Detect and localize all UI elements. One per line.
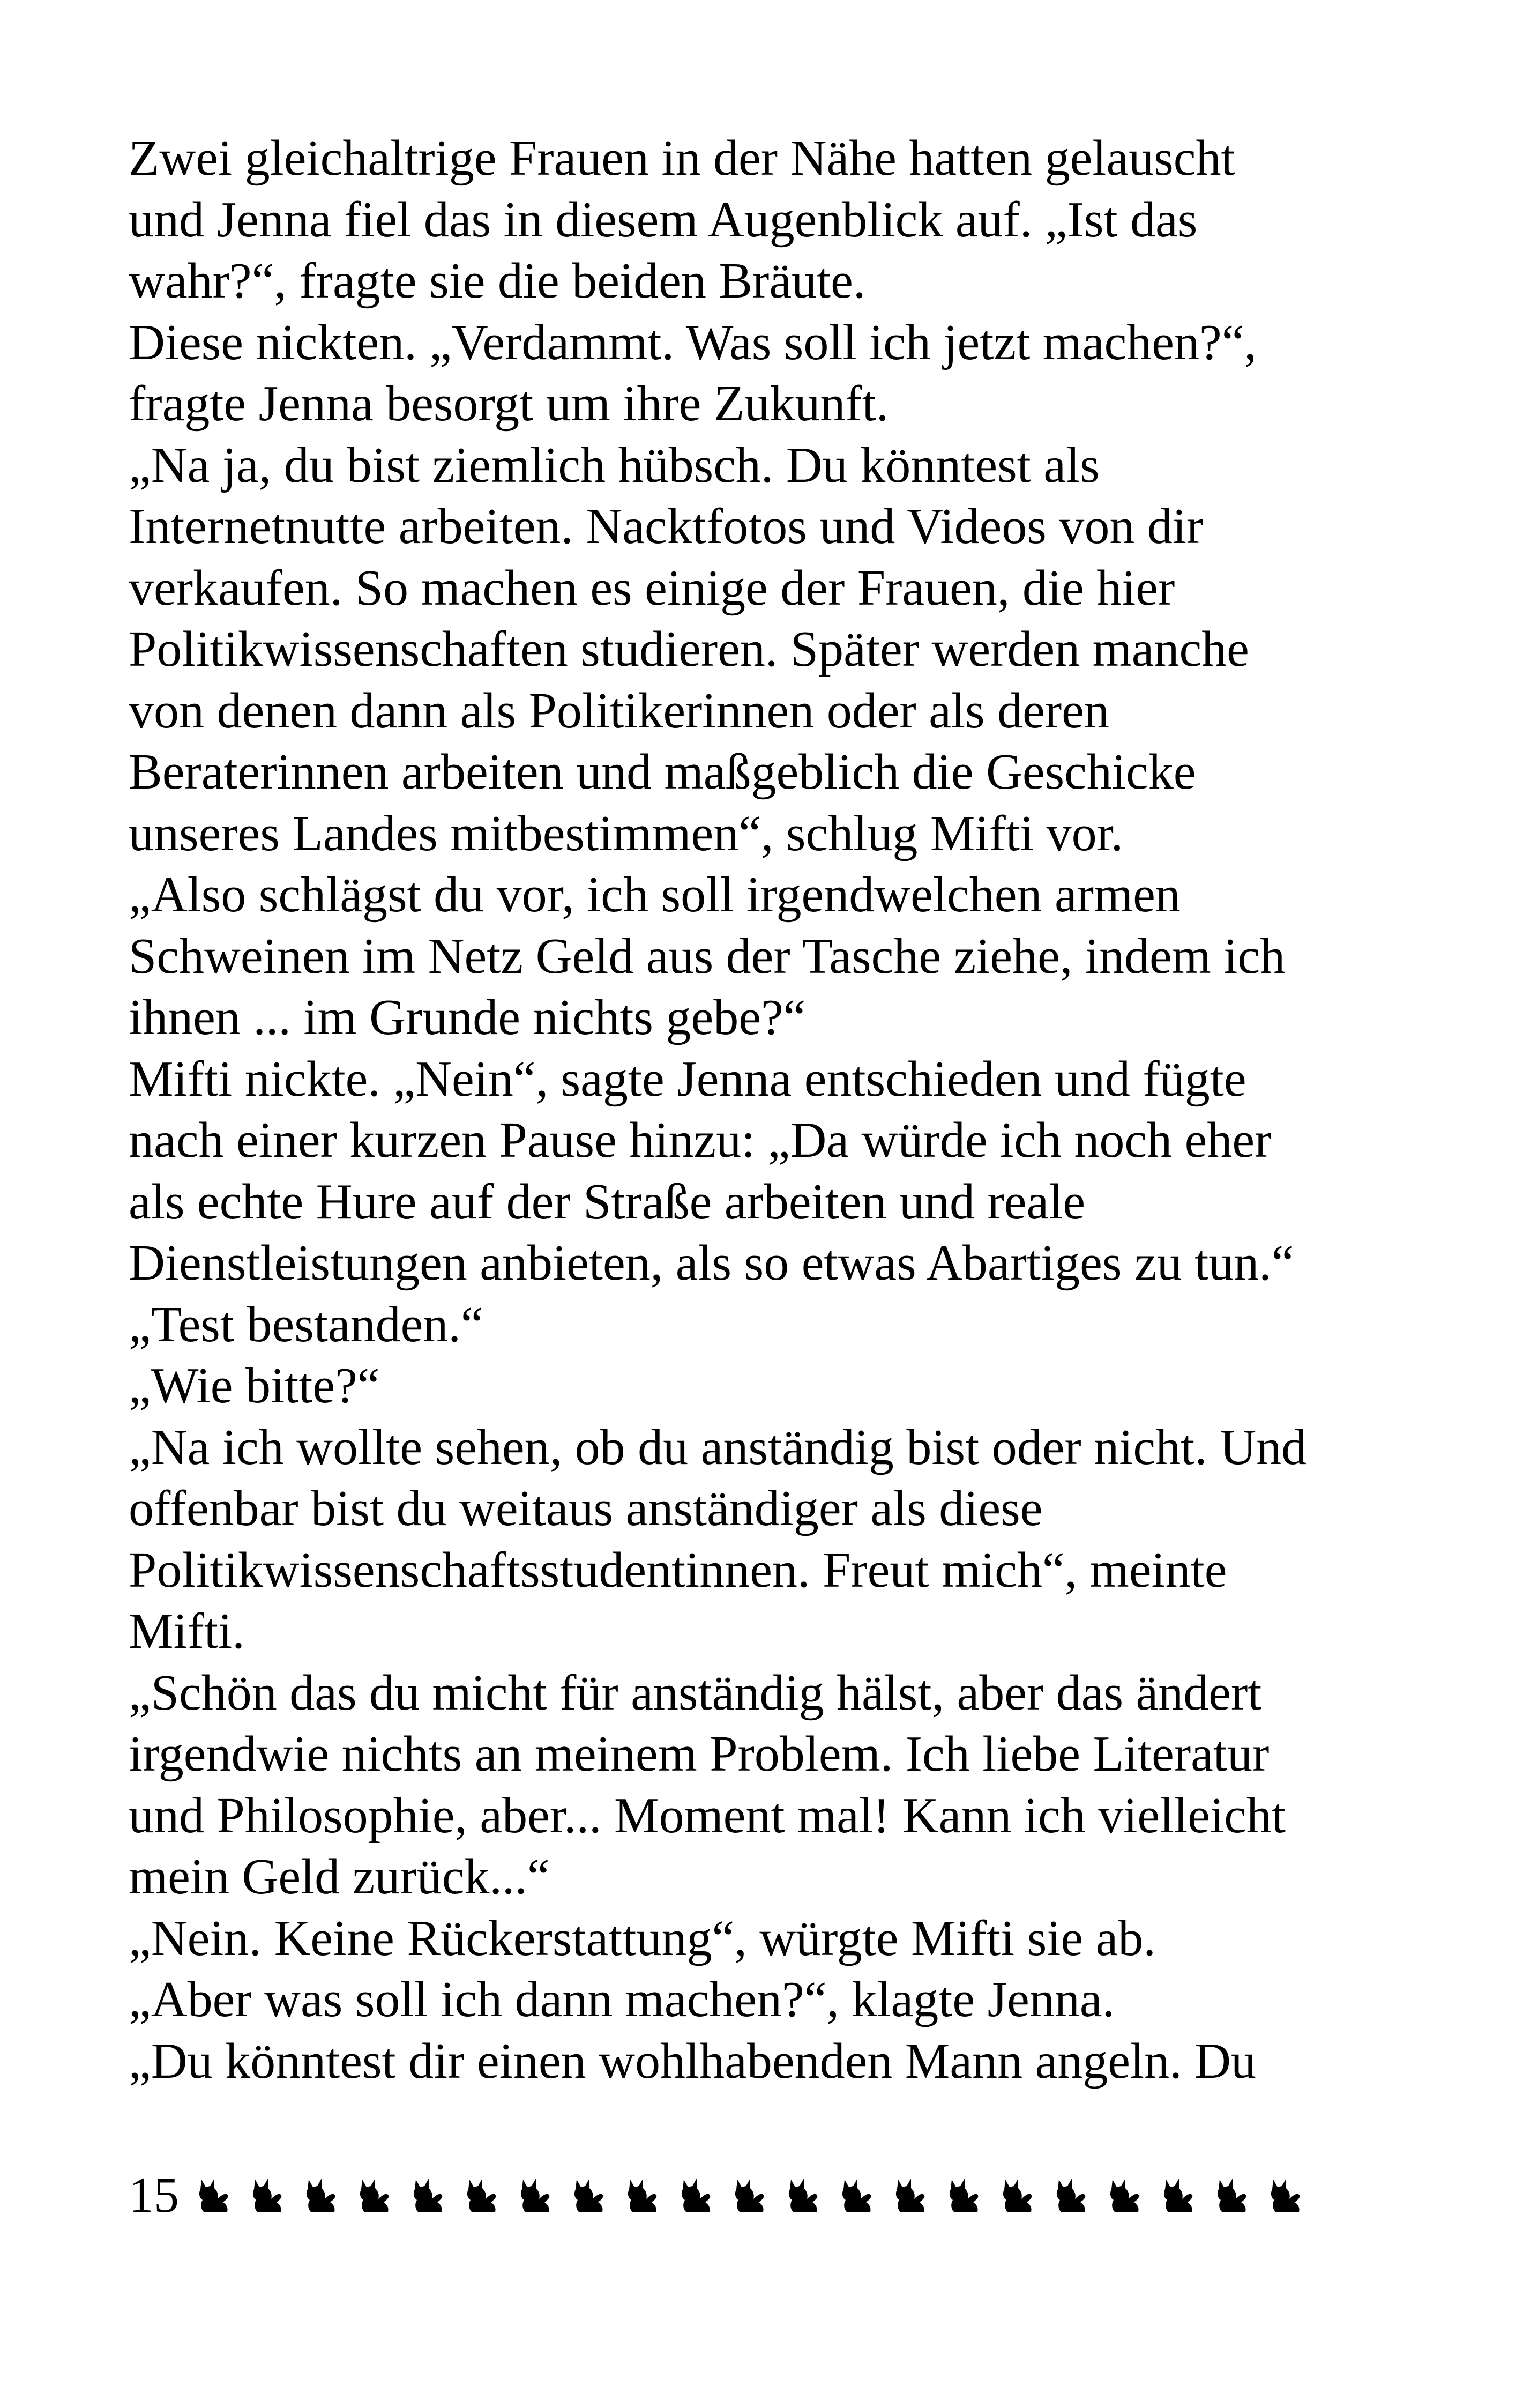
cat-icon: [625, 2176, 660, 2214]
text-line: „Test bestanden.“: [129, 1296, 483, 1352]
cat-icon: [678, 2176, 714, 2214]
cat-icon: [946, 2176, 982, 2214]
cat-icon: [839, 2176, 875, 2214]
text-line: mein Geld zurück...“: [129, 1849, 550, 1905]
body-text: [129, 128, 1404, 2092]
text-line: Dienstleistungen anbieten, als so etwas Abartiges zu tun.“: [129, 1235, 1294, 1291]
page-number: 15: [129, 2167, 179, 2223]
cat-icon: [464, 2176, 499, 2214]
text-line: Politikwissenschaftsstudentinnen. Freut mich“, meinte: [129, 1542, 1227, 1598]
text-line: ihnen ... im Grunde nichts gebe?“: [129, 990, 806, 1045]
cat-icon: [1214, 2176, 1250, 2214]
text-line: als echte Hure auf der Straße arbeiten und reale: [129, 1173, 1086, 1230]
cat-icon: [303, 2176, 339, 2214]
text-line: Mifti nickte. „Nein“, sagte Jenna entschieden und fügte: [129, 1051, 1246, 1107]
cat-icon: [357, 2176, 392, 2214]
page-footer: [129, 2160, 1322, 2230]
text-line: verkaufen. So machen es einige der Frauen, die hier: [129, 560, 1175, 616]
cat-icon: [893, 2176, 928, 2214]
text-line: wahr?“, fragte sie die beiden Bräute.: [129, 253, 866, 309]
text-line: offenbar bist du weitaus anständiger als diese: [129, 1481, 1043, 1536]
text-line: „Wie bitte?“: [129, 1358, 380, 1414]
cat-icon: [1054, 2176, 1089, 2214]
cat-icon: [1107, 2176, 1143, 2214]
cat-icon: [518, 2176, 553, 2214]
text-line: und Jenna fiel das in diesem Augenblick auf. „Ist das: [129, 191, 1198, 248]
cat-icon: [1161, 2176, 1196, 2214]
text-line: „Schön das du micht für anständig hälst, aber das ändert: [129, 1664, 1262, 1721]
text-line: Politikwissenschaften studieren. Später werden manche: [129, 621, 1249, 677]
cat-icon: [1000, 2176, 1035, 2214]
text-line: fragte Jenna besorgt um ihre Zukunft.: [129, 376, 889, 432]
text-line: „Du könntest dir einen wohlhabenden Mann angeln. Du: [129, 2033, 1257, 2089]
text-line: irgendwie nichts an meinem Problem. Ich liebe Literatur: [129, 1726, 1270, 1782]
text-line: Beraterinnen arbeiten und maßgeblich die Geschicke: [129, 744, 1196, 800]
cat-icon: [410, 2176, 446, 2214]
cat-icon: [250, 2176, 285, 2214]
cat-ornament-row: [196, 2176, 1322, 2214]
text-line: „Na ich wollte sehen, ob du anständig bist oder nicht. Und: [129, 1419, 1307, 1475]
text-line: von denen dann als Politikerinnen oder als deren: [129, 682, 1109, 739]
text-line: Diese nickten. „Verdammt. Was soll ich jetzt machen?“,: [129, 314, 1257, 370]
text-line: unseres Landes mitbestimmen“, schlug Mifti vor.: [129, 805, 1124, 861]
text-line: „Na ja, du bist ziemlich hübsch. Du könntest als: [129, 437, 1100, 493]
cat-icon: [1268, 2176, 1303, 2214]
cat-icon: [732, 2176, 767, 2214]
text-line: „Aber was soll ich dann machen?“, klagte Jenna.: [129, 1972, 1115, 2027]
text-line: „Nein. Keine Rückerstattung“, würgte Mifti sie ab.: [129, 1910, 1156, 1966]
text-line: Mifti.: [129, 1603, 245, 1659]
cat-icon: [786, 2176, 821, 2214]
text-line: „Also schlägst du vor, ich soll irgendwelchen armen: [129, 867, 1181, 923]
text-line: Internetnutte arbeiten. Nacktfotos und Videos von dir: [129, 499, 1204, 554]
text-line: nach einer kurzen Pause hinzu: „Da würde ich noch eher: [129, 1112, 1272, 1168]
cat-icon: [571, 2176, 607, 2214]
cat-icon: [196, 2176, 232, 2214]
text-line: Schweinen im Netz Geld aus der Tasche ziehe, indem ich: [129, 928, 1286, 984]
text-line: und Philosophie, aber... Moment mal! Kann ich vielleicht: [129, 1787, 1286, 1844]
text-line: Zwei gleichaltrige Frauen in der Nähe hatten gelauscht: [129, 130, 1235, 186]
